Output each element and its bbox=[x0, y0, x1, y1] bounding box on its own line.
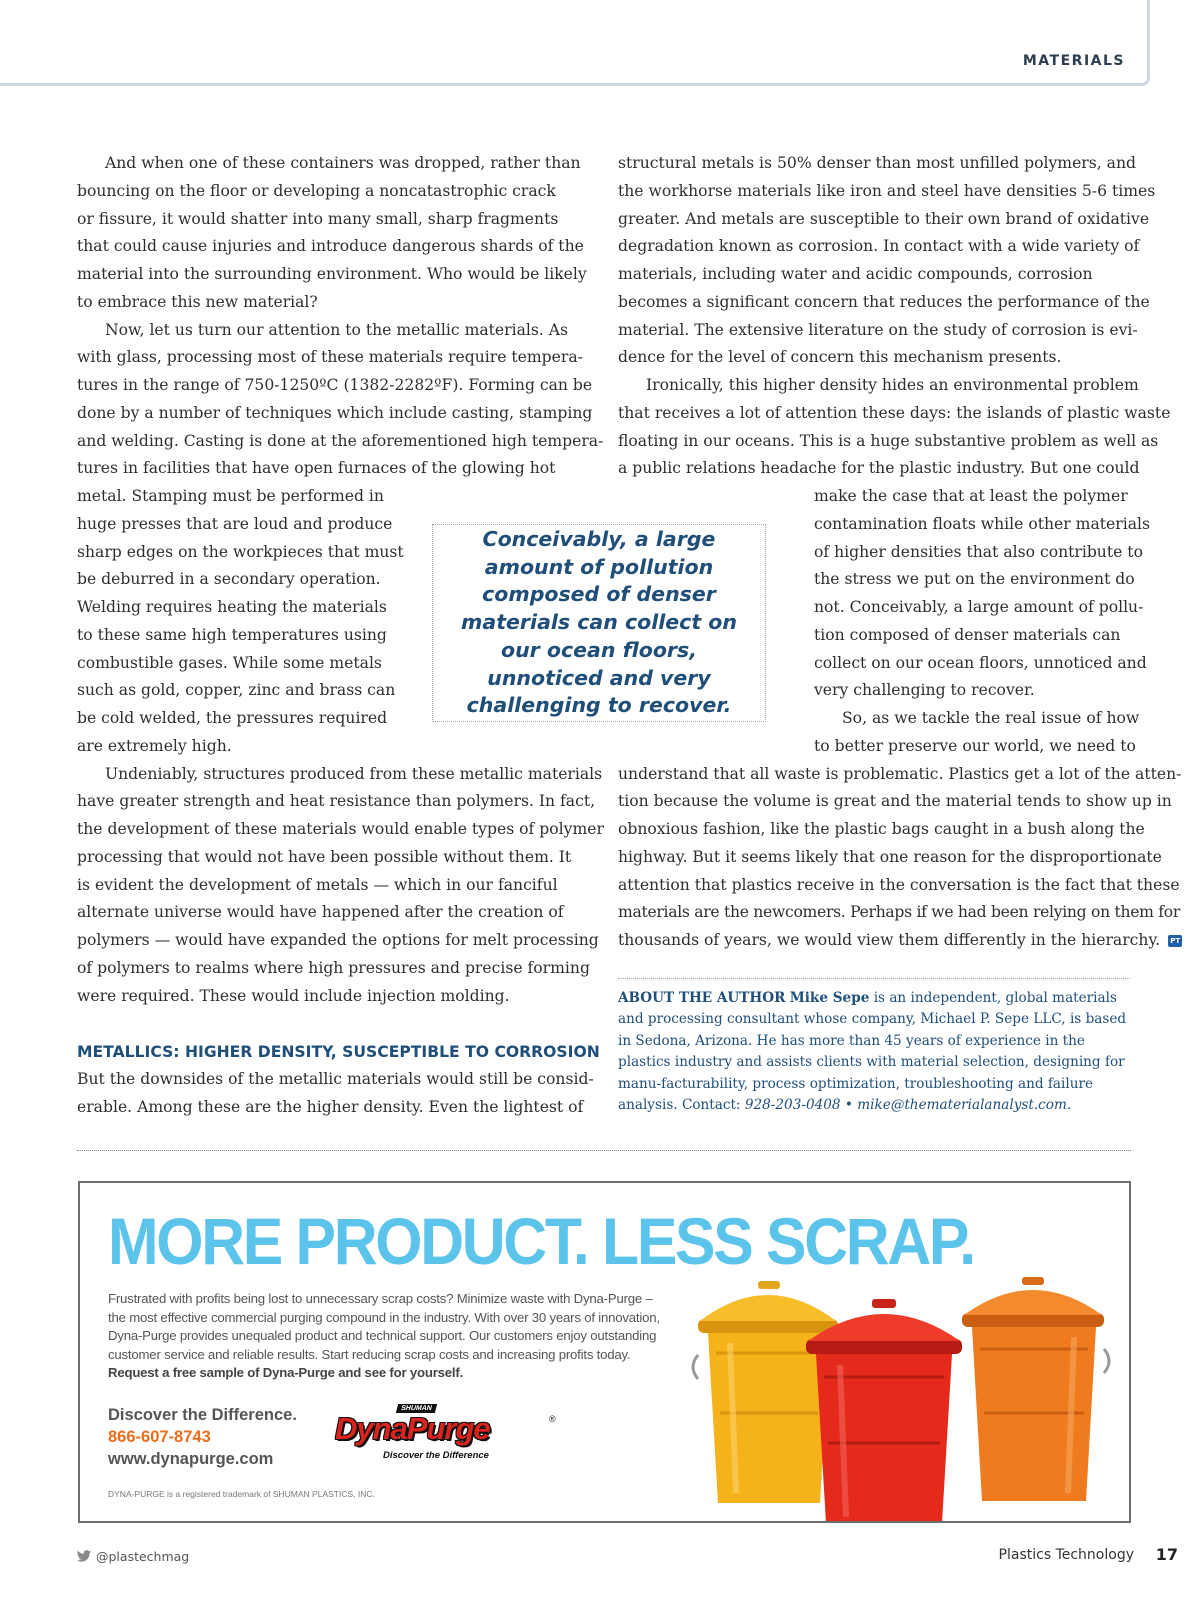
twitter-handle: @plastechmag bbox=[96, 1549, 190, 1564]
ad-body bbox=[108, 1290, 668, 1383]
red-bin-icon bbox=[806, 1299, 962, 1523]
ad-body-line: customer service and reliable results. Start reducing scrap costs and increasing profits today. bbox=[108, 1346, 631, 1362]
logo-wordmark: DynaPurge bbox=[335, 1411, 490, 1446]
text-line: metal. Stamping must be performed in bbox=[77, 487, 384, 505]
ad-contact bbox=[108, 1404, 297, 1470]
ad-website-link[interactable]: www.dynapurge.com bbox=[108, 1450, 274, 1468]
logo-subtitle: Discover the Difference bbox=[383, 1450, 489, 1461]
text-line: is evident the development of metals — which in our fanciful bbox=[77, 875, 558, 894]
paragraph bbox=[618, 705, 1182, 955]
text-line: that receives a lot of attention these days: the islands of plastic waste bbox=[618, 403, 1171, 422]
text-line: alternate universe would have happened after the creation of bbox=[77, 903, 564, 922]
paragraph bbox=[77, 150, 597, 317]
ad-phone[interactable]: 866-607-8743 bbox=[108, 1428, 211, 1446]
ad-headline: MORE PRODUCT. LESS SCRAP. bbox=[108, 1204, 974, 1278]
twitter-bird-icon bbox=[76, 1550, 92, 1563]
text-line: the development of these materials would enable types of polymer bbox=[77, 820, 604, 838]
text-line: the stress we put on the environment do bbox=[814, 570, 1135, 589]
logo-maker-badge: SHUMAN bbox=[396, 1404, 437, 1413]
text-line: sharp edges on the workpieces that must bbox=[77, 542, 404, 561]
author-divider bbox=[618, 978, 1130, 979]
text-line: becomes a significant concern that reduces the performance of the bbox=[618, 292, 1150, 311]
ad-call-to-action: Request a free sample of Dyna-Purge and see for yourself. bbox=[108, 1365, 464, 1381]
logo-registered-mark: ® bbox=[549, 1414, 556, 1424]
author-email-link[interactable]: mike@thematerialanalyst.com bbox=[857, 1097, 1067, 1114]
ad-tagline: Discover the Difference. bbox=[108, 1406, 297, 1424]
about-author bbox=[618, 988, 1138, 1116]
text-line: to these same high temperatures using bbox=[77, 625, 387, 644]
yellow-bin-icon bbox=[693, 1281, 838, 1503]
ad-body-line: the most effective commercial purging compound in the industry. With over 30 years of innovation, bbox=[108, 1309, 660, 1325]
text-line: material into the surrounding environment. Who would be likely bbox=[77, 265, 587, 283]
author-phone: 928-203-0408 bbox=[744, 1097, 841, 1114]
paragraph bbox=[77, 761, 604, 1011]
text-line: were required. These would include injection molding. bbox=[77, 986, 510, 1005]
text-line: done by a number of techniques which include casting, stamping bbox=[77, 403, 593, 422]
text-line: Now, let us turn our attention to the metallic materials. As bbox=[105, 320, 569, 339]
section-subhead: METALLICS: HIGHER DENSITY, SUSCEPTIBLE TO CORROSION bbox=[77, 1043, 600, 1062]
text-line: to better preserve our world, we need to bbox=[814, 736, 1136, 755]
text-line: Welding requires heating the materials bbox=[77, 598, 387, 616]
author-name: Mike Sepe bbox=[789, 990, 870, 1006]
text-line: combustible gases. While some metals bbox=[77, 653, 382, 672]
text-line: very challenging to recover. bbox=[814, 681, 1035, 700]
trash-bins-image bbox=[680, 1273, 1120, 1523]
text-line: materials, including water and acidic compounds, corrosion bbox=[618, 265, 1093, 283]
text-line: are extremely high. bbox=[77, 736, 232, 755]
text-line: tion because the volume is great and the material tends to show up in bbox=[618, 792, 1172, 811]
contact-period: . bbox=[1066, 1097, 1072, 1114]
publication-name: Plastics Technology bbox=[998, 1547, 1134, 1563]
text-line: bouncing on the floor or developing a noncatastrophic crack bbox=[77, 181, 556, 200]
text-line: attention that plastics receive in the conversation is the fact that these bbox=[618, 875, 1180, 894]
text-line: degradation known as corrosion. In contact with a wide variety of bbox=[618, 237, 1140, 256]
text-line: of higher densities that also contribute to bbox=[814, 542, 1143, 561]
text-line: such as gold, copper, zinc and brass can bbox=[77, 681, 396, 700]
contact-label: Contact: bbox=[681, 1097, 741, 1114]
text-line: erable. Among these are the higher density. Even the lightest of bbox=[77, 1098, 584, 1116]
text-line: not. Conceivably, a large amount of pollu- bbox=[814, 598, 1144, 616]
text-line: huge presses that are loud and produce bbox=[77, 514, 393, 533]
text-line: be cold welded, the pressures required bbox=[77, 709, 388, 727]
text-line: to embrace this new material? bbox=[77, 292, 318, 311]
text-line: obnoxious fashion, like the plastic bags caught in a bush along the bbox=[618, 820, 1145, 838]
text-line: highway. But it seems likely that one reason for the disproportionate bbox=[618, 847, 1162, 866]
footer-social[interactable] bbox=[76, 1549, 189, 1564]
advertisement[interactable] bbox=[78, 1181, 1131, 1523]
ad-body-line: Dyna-Purge provides unequaled product and technical support. Our customers enjoy outstanding bbox=[108, 1328, 657, 1344]
text-line-final bbox=[618, 927, 1181, 955]
ad-body-line: Frustrated with profits being lost to unnecessary scrap costs? Minimize waste with Dyna-Purge – bbox=[108, 1291, 653, 1306]
text-line: And when one of these containers was dropped, rather than bbox=[105, 154, 581, 172]
text-line: Ironically, this higher density hides an environmental problem bbox=[646, 376, 1139, 394]
text-line: materials are the newcomers. Perhaps if we had been relying on them for bbox=[618, 903, 1180, 922]
text-line: a public relations headache for the plastic industry. But one could bbox=[618, 459, 1140, 478]
dyna-purge-logo bbox=[335, 1404, 565, 1468]
text-line: with glass, processing most of these materials require tempera- bbox=[77, 348, 583, 367]
text-line: greater. And metals are susceptible to their own brand of oxidative bbox=[618, 209, 1150, 228]
text-line: tion composed of denser materials can bbox=[814, 625, 1121, 644]
text-line: dence for the level of concern this mechanism presents. bbox=[618, 348, 1062, 367]
text-line: thousands of years, we would view them differently in the hierarchy. bbox=[618, 931, 1161, 949]
paragraph bbox=[618, 150, 1154, 372]
text-line: collect on our ocean floors, unnoticed and bbox=[814, 653, 1147, 672]
header-tab bbox=[0, 0, 1150, 86]
text-line: have greater strength and heat resistance than polymers. In fact, bbox=[77, 792, 596, 811]
text-line: and welding. Casting is done at the aforementioned high tempera- bbox=[77, 431, 604, 450]
ad-trademark: DYNA-PURGE is a registered trademark of SHUMAN PLASTICS, INC. bbox=[108, 1489, 375, 1499]
text-line: tures in facilities that have open furnaces of the glowing hot bbox=[77, 459, 556, 478]
text-line: polymers — would have expanded the options for melt processing bbox=[77, 931, 599, 949]
text-line: make the case that at least the polymer bbox=[814, 487, 1128, 505]
pull-quote-text: Conceivably, a large amount of pollution composed of denser materials can collect on our ocean floors, unnoticed and very challenging to recover. bbox=[461, 526, 737, 718]
contact-separator: • bbox=[844, 1097, 853, 1114]
text-line: be deburred in a secondary operation. bbox=[77, 570, 381, 589]
text-line: Undeniably, structures produced from these metallic materials bbox=[105, 764, 603, 783]
text-line: that could cause injuries and introduce dangerous shards of the bbox=[77, 237, 584, 256]
page-divider bbox=[77, 1150, 1131, 1151]
author-bio: is an independent, global materials and processing consultant whose company, Michael P. Sepe LLC, is based in Sedona, Arizona. He has more than 45 years of experience in the plastics industry and assists clients with material selection, designing for manu-facturability, process optimization, troubleshooting and failure analysis. bbox=[618, 990, 1127, 1114]
orange-bin-icon bbox=[962, 1277, 1109, 1501]
pt-end-mark-icon: PT bbox=[1168, 935, 1182, 947]
text-line: processing that would not have been possible without them. It bbox=[77, 847, 572, 866]
text-line: structural metals is 50% denser than most unfilled polymers, and bbox=[618, 154, 1136, 172]
text-line: So, as we tackle the real issue of how bbox=[842, 709, 1140, 727]
text-line: of polymers to realms where high pressures and precise forming bbox=[77, 958, 590, 977]
page-number: 17 bbox=[1155, 1545, 1178, 1564]
text-line: the workhorse materials like iron and steel have densities 5-6 times bbox=[618, 181, 1156, 200]
author-label: ABOUT THE AUTHOR bbox=[618, 990, 786, 1006]
text-line: or fissure, it would shatter into many small, sharp fragments bbox=[77, 209, 559, 228]
text-line: tures in the range of 750-1250ºC (1382-2282ºF). Forming can be bbox=[77, 376, 593, 394]
paragraph bbox=[77, 1066, 597, 1122]
section-label: MATERIALS bbox=[1022, 53, 1125, 69]
pull-quote bbox=[432, 524, 766, 722]
text-line: floating in our oceans. This is a huge substantive problem as well as bbox=[618, 431, 1159, 450]
text-line: contamination floats while other materials bbox=[814, 514, 1150, 533]
text-line: But the downsides of the metallic materials would still be consid- bbox=[77, 1070, 594, 1089]
text-line: material. The extensive literature on the study of corrosion is evi- bbox=[618, 320, 1138, 339]
text-line: understand that all waste is problematic. Plastics get a lot of the atten- bbox=[618, 764, 1182, 783]
